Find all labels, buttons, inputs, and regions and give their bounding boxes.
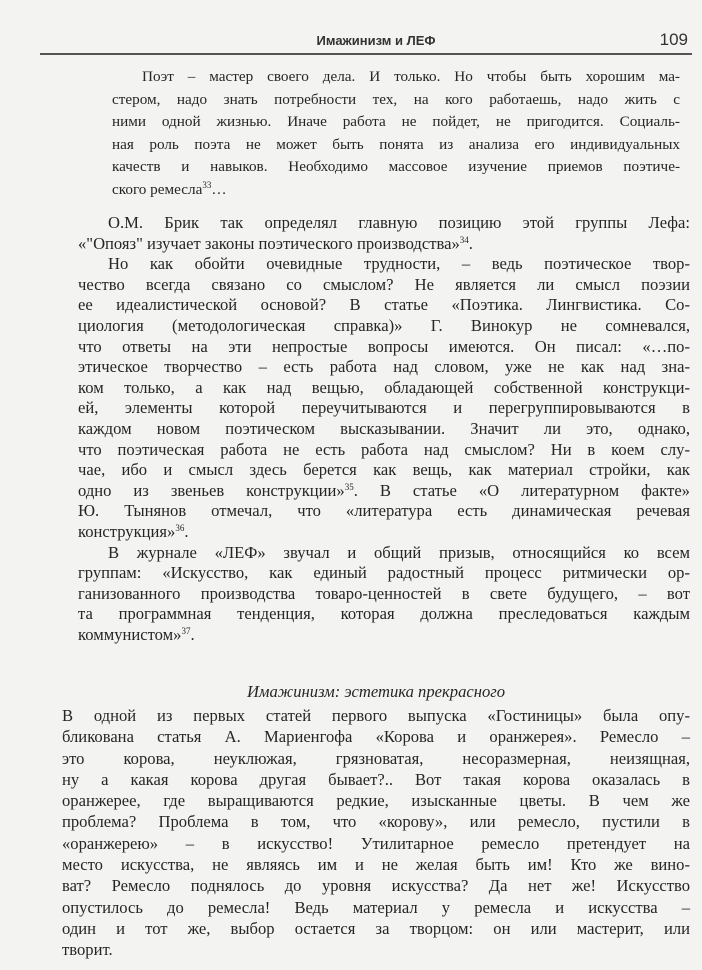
text-line: что поэтическая работа не есть работа над смыслом? Ни в коем слу-	[78, 439, 690, 459]
text-line: В журнале «ЛЕФ» звучал и общий призыв, относящийся ко всем	[108, 542, 690, 562]
text-line: ганизованного производства товаро-ценностей в свете будущего, – вот	[78, 583, 690, 603]
page-number: 109	[659, 30, 688, 49]
paragraph	[78, 254, 690, 542]
text-line: стером, надо знать потребности тех, на кого работаешь, надо жить с	[112, 90, 680, 108]
body-text	[78, 213, 690, 645]
text-line	[78, 234, 690, 255]
text-line: ком только, а как над вещью, обладающей собственной конструкци-	[78, 377, 690, 397]
line-text: ского ремесла	[112, 180, 203, 198]
line-text: коммунистом»	[78, 624, 182, 644]
text-line: бликована статья А. Мариенгофа «Корова и оранжерея». Ремесло –	[62, 727, 690, 747]
line-text: …	[211, 180, 227, 198]
text-line: ее идеалистической основой? В статье «Поэтика. Лингвистика. Со-	[78, 295, 690, 315]
line-text: .	[184, 521, 189, 541]
text-line: оранжерее, где выращиваются редкие, изысканные цветы. В чем же	[62, 791, 690, 811]
text-line: ну а какая корова другая бывает?.. Вот такая корова оказалась в	[62, 769, 690, 789]
line-text: «"Опояз" изучает законы поэтического производства»	[78, 233, 460, 253]
footnote-marker: 35	[344, 481, 354, 492]
paragraph	[78, 213, 690, 254]
text-line: чае, ибо и смысл здесь берется как вещь, как материал стройки, как	[78, 460, 690, 480]
text-line	[78, 625, 690, 646]
text-line: Поэт – мастер своего дела. И только. Но чтобы быть хорошим ма-	[142, 68, 680, 85]
line-text: .	[190, 624, 195, 644]
text-line: каждом новом поэтическом высказывании. Значит ли это, однако,	[78, 418, 690, 438]
text-line	[78, 481, 690, 502]
text-line: проблема? Проблема в том, что «корову», или ремесло, пустили в	[62, 812, 690, 832]
line-text: конструкция»	[78, 521, 176, 541]
line-text: .	[468, 233, 473, 253]
text-line	[78, 522, 690, 543]
text-line: та программная тенденция, которая должна преследоваться каждым	[78, 604, 690, 624]
text-line: творит.	[62, 940, 113, 960]
text-line	[112, 179, 680, 202]
running-header-title: Имажинизм и ЛЕФ	[316, 33, 436, 48]
text-line: ная роль поэта не может быть понята из анализа его индивидуальных	[112, 135, 680, 153]
text-line: этическое творчество – есть работа над словом, уже не как над зна-	[78, 357, 690, 377]
footnote-marker: 36	[175, 522, 185, 533]
block-quote	[112, 66, 680, 202]
footnote-marker: 37	[181, 625, 191, 636]
running-header	[62, 30, 690, 50]
footnote-marker: 34	[459, 234, 469, 245]
text-line: группам: «Искусство, как единый радостный процесс ритмически ор-	[78, 563, 690, 583]
text-line: место искусства, не являясь им и не желая быть им! Кто же вино-	[62, 855, 690, 875]
paragraph	[78, 543, 690, 646]
text-line: чество всегда связано со смыслом? Не является ли смысл поэзии	[78, 274, 690, 294]
text-line: «оранжерею» – в искусство! Утилитарное ремесло претендует на	[62, 833, 690, 853]
text-line: что ответы на эти непростые вопросы имеются. Он писал: «…по-	[78, 336, 690, 356]
text-line: качеств и навыков. Необходимо массовое изучение приемов поэтиче-	[112, 158, 680, 176]
text-line: О.М. Брик так определял главную позицию этой группы Лефа:	[108, 213, 690, 232]
text-line: опустилось до ремесла! Ведь материал у ремесла и искусства –	[62, 897, 690, 917]
text-line: ей, элементы которой переучитываются и перегруппировываются в	[78, 398, 690, 418]
text-line: Ю. Тынянов отмечал, что «литература есть динамическая речевая	[78, 501, 690, 521]
text-line: один и тот же, выбор остается за творцом: он или мастерит, или	[62, 918, 690, 938]
text-line: ват? Ремесло поднялось до уровня искусства? Да нет же! Искусство	[62, 876, 690, 896]
text-line: В одной из первых статей первого выпуска «Гостиницы» была опу-	[62, 706, 690, 725]
text-line: это корова, неуклюжая, грязноватая, несоразмерная, неизящная,	[62, 748, 690, 768]
text-line: Но как обойти очевидные трудности, – ведь поэтическое твор-	[108, 254, 690, 274]
section-heading: Имажинизм: эстетика прекрасного	[246, 682, 506, 701]
paragraph	[62, 705, 690, 961]
text-line: циология (методологическая справка)» Г. Винокур не сомневался,	[78, 315, 690, 335]
line-text: . В статье «О литературном факте»	[353, 480, 690, 500]
paragraph	[112, 66, 680, 202]
text-line: ними одной жизнью. Иначе работа не пойдет, не пригодится. Социаль-	[112, 113, 680, 131]
line-text: одно из звеньев конструкции»	[78, 480, 345, 500]
footnote-marker: 33	[202, 179, 212, 190]
header-rule	[40, 53, 692, 55]
section-body-text	[62, 705, 690, 961]
